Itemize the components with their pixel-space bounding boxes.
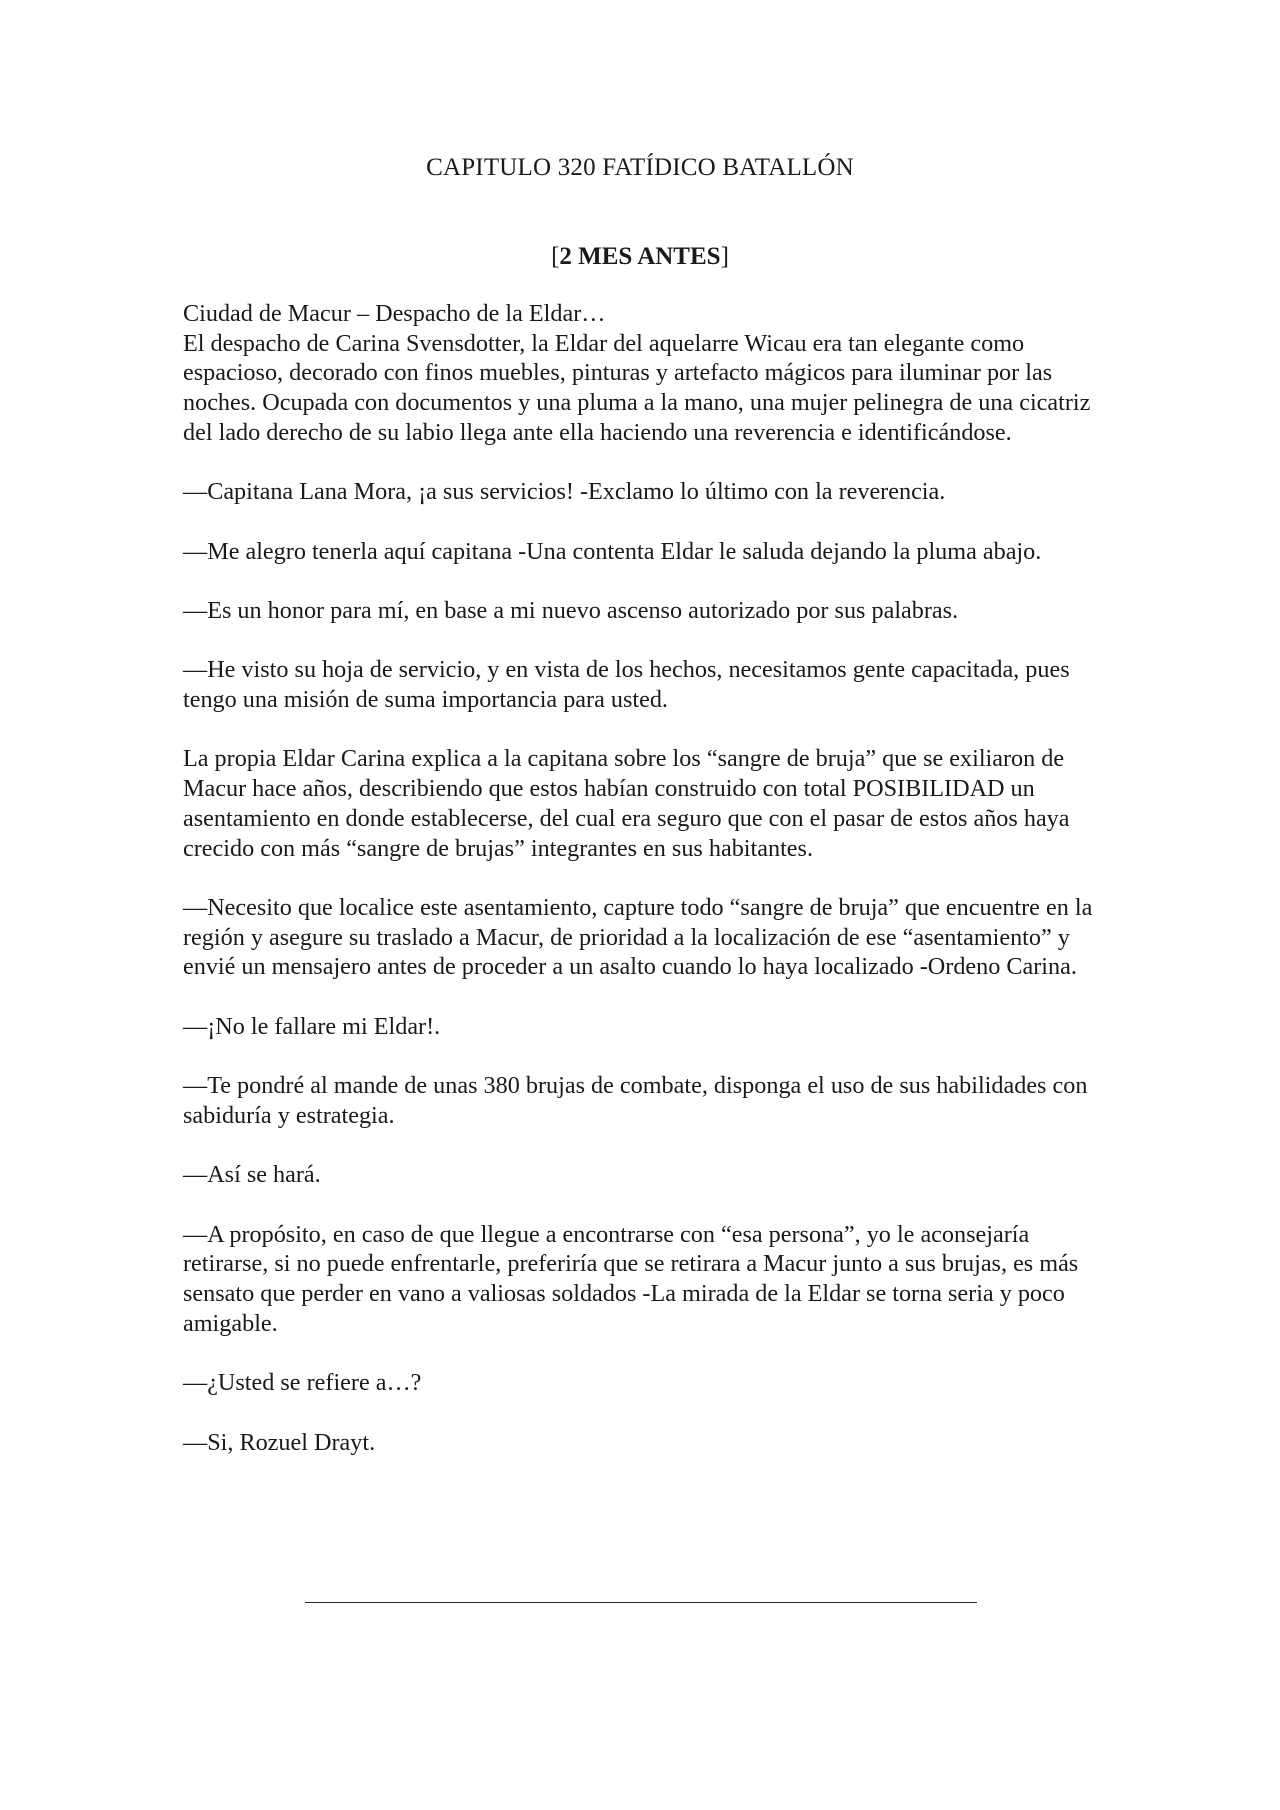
time-heading-text: 2 MES ANTES <box>559 243 721 270</box>
paragraph: —Así se hará. <box>183 1161 321 1189</box>
scene-location: Ciudad de Macur – Despacho de la Eldar… <box>183 300 606 327</box>
time-heading <box>0 240 1280 274</box>
time-heading-close-bracket: ] <box>720 243 729 270</box>
paragraph: —Necesito que localice este asentamiento, capture todo “sangre de bruja” que encuentre en la región y asegure su traslado a Macur, de prioridad a la localización de ese “asentamiento” y envié un mensajero antes de proceder a un asalto cuando lo haya localizado -Ordeno Carina. <box>183 893 1093 981</box>
section-divider <box>305 1602 977 1603</box>
paragraph: —Es un honor para mí, en base a mi nuevo ascenso autorizado por sus palabras. <box>183 596 959 624</box>
chapter-body <box>183 299 1103 1487</box>
time-heading-open-bracket: [ <box>551 243 560 270</box>
paragraph: —Si, Rozuel Drayt. <box>183 1428 376 1456</box>
paragraph: —Te pondré al mande de unas 380 brujas de combate, disponga el uso de sus habilidades con sabiduría y estrategia. <box>183 1072 1088 1129</box>
paragraph: —He visto su hoja de servicio, y en vista de los hechos, necesitamos gente capacitada, pues tengo una misión de suma importancia para usted. <box>183 656 1070 714</box>
paragraph: —¿Usted se refiere a…? <box>183 1369 422 1397</box>
chapter-title: CAPITULO 320 FATÍDICO BATALLÓN <box>426 154 854 181</box>
paragraph: La propia Eldar Carina explica a la capitana sobre los “sangre de bruja” que se exiliaron de Macur hace años, describiendo que estos habían construido con total POSIBILIDAD un asentamiento en donde establecerse, del cual era seguro que con el pasar de estos años haya crecido con más “sangre de brujas” integrantes en sus habitantes. <box>183 745 1070 862</box>
paragraph: —Capitana Lana Mora, ¡a sus servicios! -Exclamo lo último con la reverencia. <box>183 478 946 506</box>
paragraph: El despacho de Carina Svensdotter, la Eldar del aquelarre Wicau era tan elegante como espacioso, decorado con finos muebles, pinturas y artefacto mágicos para iluminar por las noches. Ocupada con documentos y una pluma a la mano, una mujer pelinegra de una cicatriz del lado derecho de su labio llega ante ella haciendo una reverencia e identificándose. <box>183 329 1091 446</box>
paragraph: —A propósito, en caso de que llegue a encontrarse con “esa persona”, yo le aconsejaría retirarse, si no puede enfrentarle, preferiría que se retirara a Macur junto a sus brujas, es más sensato que perder en vano a valiosas soldados -La mirada de la Eldar se torna seria y poco amigable. <box>183 1220 1079 1337</box>
paragraph: —Me alegro tenerla aquí capitana -Una contenta Eldar le saluda dejando la pluma abajo. <box>183 537 1042 565</box>
paragraph: —¡No le fallare mi Eldar!. <box>183 1012 441 1040</box>
